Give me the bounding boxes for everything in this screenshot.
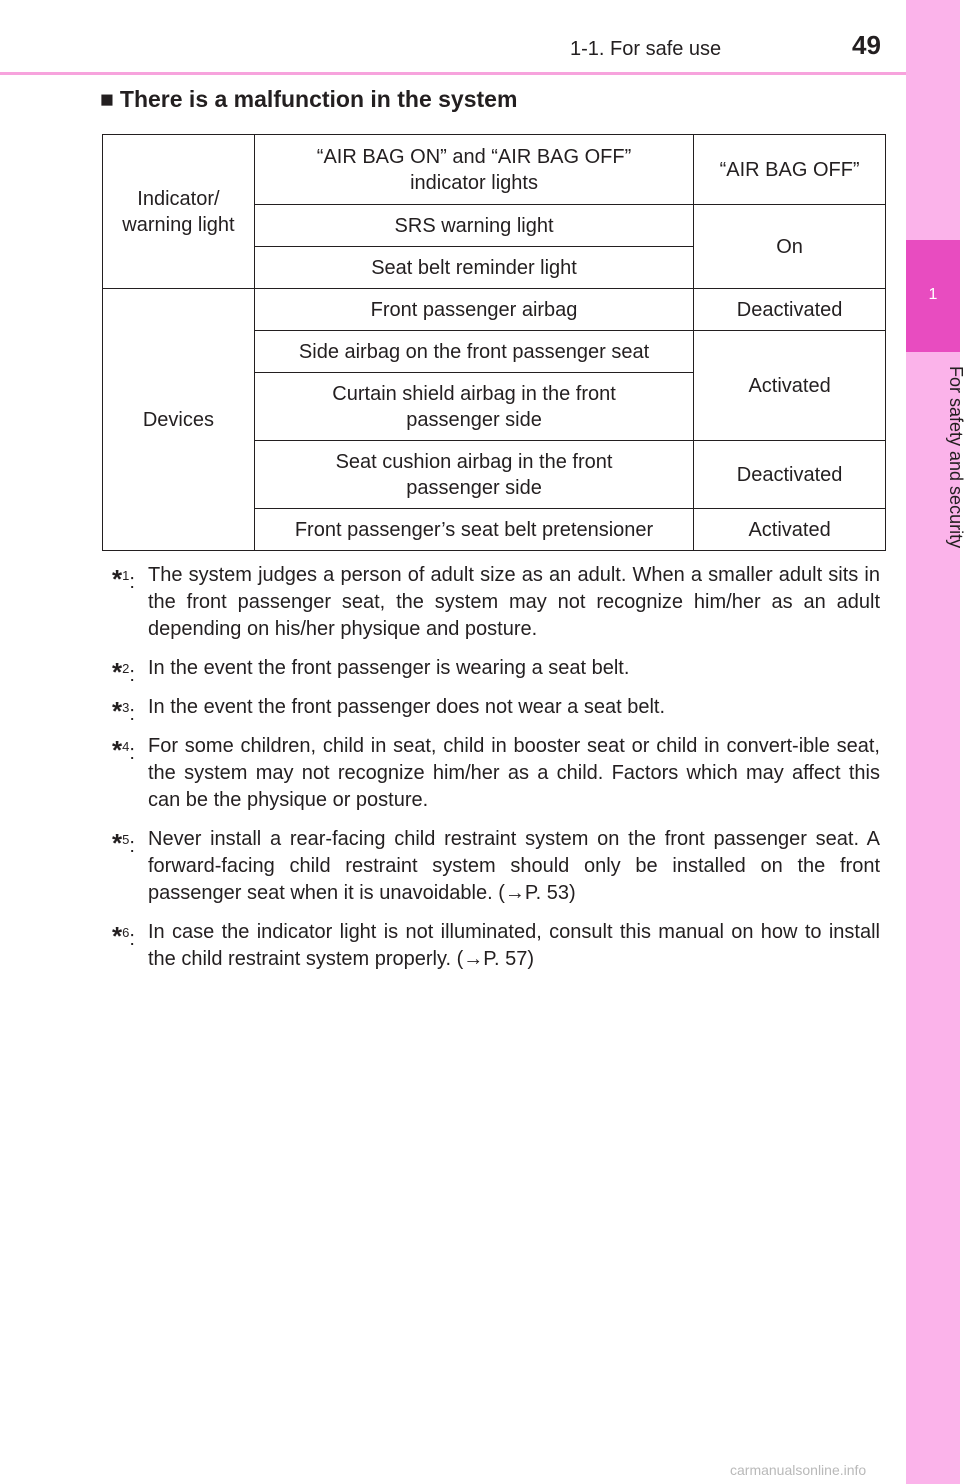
seat-belt-pretensioner: Front passenger’s seat belt pretensioner — [254, 509, 693, 551]
footnote: *$^6$: In case the indicator light is not illuminated, consult this manual on how to install the child restraint system properly. (→P. 57) — [112, 921, 880, 970]
footnote: *$^3$: In the event the front passenger does not wear a seat belt. — [112, 696, 666, 726]
status-table — [102, 134, 886, 551]
footnote: *$^4$: For some children, child in seat, child in booster seat or child in convert-ible seat, the system may not recognize him/her as a child. Factors which may affect this can be the physique or posture. — [112, 735, 880, 811]
chapter-title: For safety and security — [946, 366, 966, 549]
asterisk-icon: * — [112, 921, 123, 951]
light-status: On — [694, 205, 886, 289]
seat-belt-reminder-light: Seat belt reminder light — [254, 247, 693, 289]
indicator-header: Indicator/ warning light — [103, 135, 255, 289]
pretensioner-status: Activated — [694, 509, 886, 551]
header-rule — [0, 72, 906, 75]
footnote-text: In case the indicator light is not illuminated, consult this manual on how to install the child restraint system properly. (→P. 57) — [148, 921, 880, 970]
section-heading — [100, 86, 517, 113]
square-bullet-icon: ■ — [100, 86, 114, 112]
asterisk-icon: * — [112, 696, 123, 726]
watermark: carmanualsonline.info — [730, 1462, 867, 1478]
srs-warning-light: SRS warning light — [254, 205, 693, 247]
asterisk-icon: * — [112, 828, 123, 858]
footnotes — [112, 562, 880, 985]
col2-header: “AIR BAG OFF” — [694, 135, 886, 205]
heading-text: There is a malfunction in the system — [119, 86, 518, 112]
footnote-text: Never install a rear-facing child restraint system on the front passenger seat. A forward-facing child restraint system should only be installed on the front passenger seat when it is unavoidable. (→P. 53) — [148, 828, 880, 904]
front-passenger-airbag: Front passenger airbag — [254, 289, 693, 331]
seat-cushion-airbag: Seat cushion airbag in the front passenger side — [254, 441, 693, 509]
seat-cushion-airbag-status: Deactivated — [694, 441, 886, 509]
footnote: *$^1$: The system judges a person of adult size as an adult. When a smaller adult sits in the front passenger seat, the system may not recognize him/her as an adult depending on his/her physique and posture. — [112, 564, 880, 640]
page-number: 49 — [852, 30, 881, 60]
chapter-number: 1 — [928, 286, 938, 303]
footnote-text: In the event the front passenger is wearing a seat belt. — [148, 657, 630, 679]
chapter-side-tab — [906, 0, 960, 1484]
front-passenger-airbag-status: Deactivated — [694, 289, 886, 331]
asterisk-icon: * — [112, 735, 123, 765]
asterisk-icon: * — [112, 564, 123, 594]
side-airbag: Side airbag on the front passenger seat — [254, 331, 693, 373]
footnote: *$^2$: In the event the front passenger is wearing a seat belt. — [112, 657, 630, 687]
section-label: 1-1. For safe use — [570, 38, 722, 60]
side-curtain-airbag-status: Activated — [694, 331, 886, 441]
col1-header: “AIR BAG ON” and “AIR BAG OFF” indicator lights — [254, 135, 693, 205]
asterisk-icon: * — [112, 657, 123, 687]
devices-header: Devices — [103, 289, 255, 551]
footnote-text: The system judges a person of adult size as an adult. When a smaller adult sits in the front passenger seat, the system may not recognize him/her as an adult depending on his/her physique and posture. — [148, 564, 880, 640]
footnote-text: For some children, child in seat, child in booster seat or child in convert-ible seat, the system may not recognize him/her as a child. Factors which may affect this can be the physique or posture. — [148, 735, 880, 811]
curtain-shield-airbag: Curtain shield airbag in the front passenger side — [254, 373, 693, 441]
footnote-text: In the event the front passenger does not wear a seat belt. — [148, 696, 666, 718]
footnote: *$^5$: Never install a rear-facing child restraint system on the front passenger seat. A forward-facing child restraint system should only be installed on the front passenger seat when it is unavoidable. (→P. 53) — [112, 828, 880, 904]
